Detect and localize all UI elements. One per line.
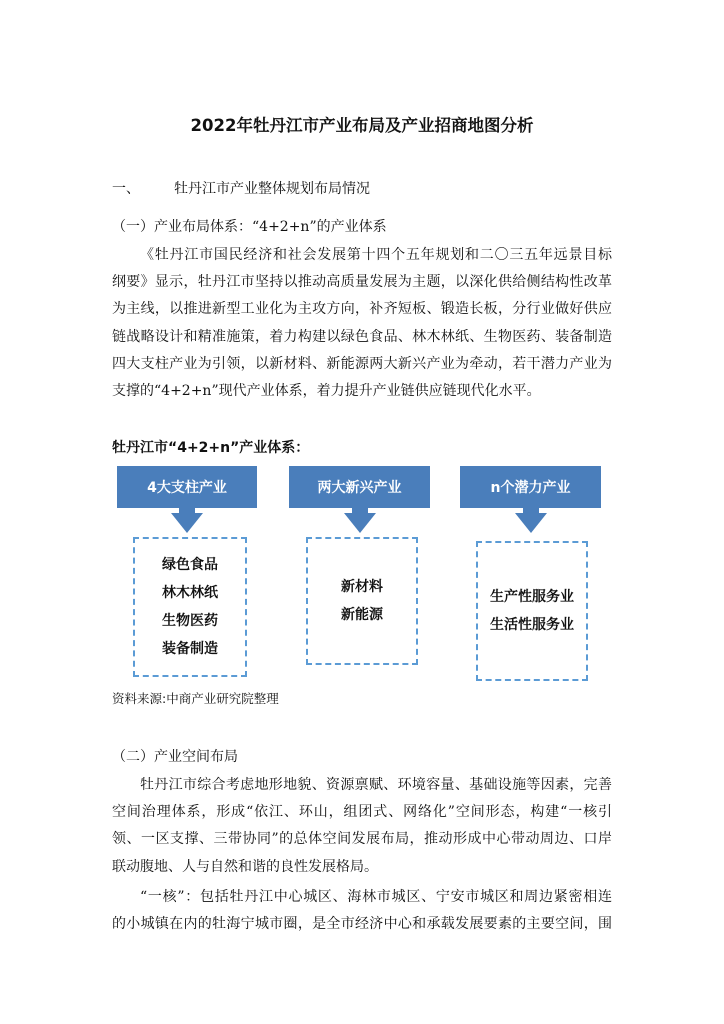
paragraph-line: 领、一区支撑、三带协同”的总体空间发展布局，推动形成中心带动周边、口岸 xyxy=(112,831,612,848)
list-item: 生活性服务业 xyxy=(490,617,574,633)
category-items-pillar xyxy=(133,537,247,677)
section-number: 一、 xyxy=(112,181,140,197)
down-arrow-icon xyxy=(515,513,547,533)
section-title: 牡丹江市产业整体规划布局情况 xyxy=(174,181,370,197)
list-item: 装备制造 xyxy=(162,641,218,657)
paragraph-2 xyxy=(112,772,612,881)
category-items-potential xyxy=(476,541,588,681)
subsection-heading-1: （一）产业布局体系：“4+2+n”的产业体系 xyxy=(112,219,387,235)
paragraph-line: 联动腹地、人与自然和谐的良性发展格局。 xyxy=(112,858,378,875)
paragraph-line: 的小城镇在内的牡海宁城市圈，是全市经济中心和承载发展要素的主要空间，围 xyxy=(112,916,612,933)
list-item: 新材料 xyxy=(341,579,383,595)
page-title: 2022年牡丹江市产业布局及产业招商地图分析 xyxy=(190,116,534,135)
paragraph-line: 四大支柱产业为引领，以新材料、新能源两大新兴产业为牵动，若干潜力产业为 xyxy=(112,355,612,372)
figure-caption: 牡丹江市“4+2+n”产业体系： xyxy=(112,440,310,456)
section-heading-1 xyxy=(112,178,370,198)
paragraph-line: 《牡丹江市国民经济和社会发展第十四个五年规划和二〇三五年远景目标 xyxy=(140,247,612,263)
list-item: 新能源 xyxy=(341,607,383,623)
subsection-heading-2: （二）产业空间布局 xyxy=(112,749,238,765)
category-header-potential: n个潜力产业 xyxy=(460,466,601,508)
list-item: 林木林纸 xyxy=(162,585,218,601)
paragraph-line: 链战略设计和精准施策，着力构建以绿色食品、林木林纸、生物医药、装备制造 xyxy=(112,328,612,345)
list-item: 生物医药 xyxy=(162,613,218,629)
paragraph-line: 空间治理体系，形成“依江、环山，组团式、网络化”空间形态，构建“一核引 xyxy=(112,804,612,821)
paragraph-line: 支撑的“4+2+n”现代产业体系，着力提升产业链供应链现代化水平。 xyxy=(112,383,541,400)
category-header-pillar: 4大支柱产业 xyxy=(117,466,257,508)
category-items-emerging xyxy=(306,537,418,665)
paragraph-1 xyxy=(112,242,612,405)
category-header-emerging: 两大新兴产业 xyxy=(289,466,430,508)
paragraph-line: 牡丹江市综合考虑地形地貌、资源禀赋、环境容量、基础设施等因素，完善 xyxy=(140,777,612,793)
list-item: 绿色食品 xyxy=(162,557,218,573)
paragraph-line: 纲要》显示，牡丹江市坚持以推动高质量发展为主题，以深化供给侧结构性改革 xyxy=(112,274,612,291)
figure-source: 资料来源:中商产业研究院整理 xyxy=(112,691,279,706)
down-arrow-icon xyxy=(344,513,376,533)
down-arrow-icon xyxy=(171,513,203,533)
list-item: 生产性服务业 xyxy=(490,589,574,605)
paragraph-line: “一核”：包括牡丹江中心城区、海林市城区、宁安市城区和周边紧密相连 xyxy=(140,889,612,905)
paragraph-line: 为主线，以推进新型工业化为主攻方向，补齐短板、锻造长板，分行业做好供应 xyxy=(112,301,612,318)
paragraph-3 xyxy=(112,884,612,938)
